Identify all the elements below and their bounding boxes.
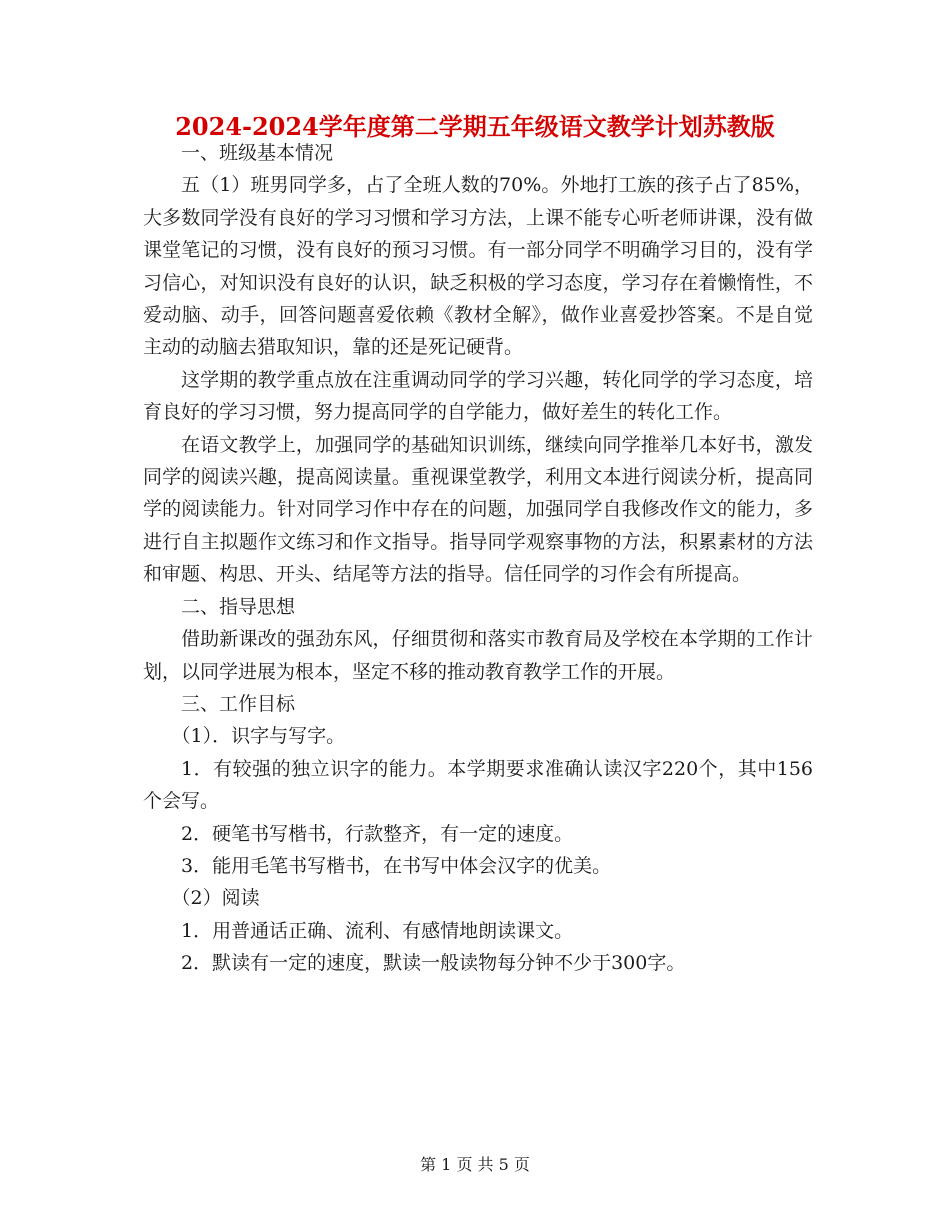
list-item-reading-1: 1．用普通话正确、流利、有感情地朗读课文。 [181,919,574,942]
section-heading-work-goals: 三、工作目标 [181,692,296,715]
document-body [143,137,813,980]
list-item-literacy-3: 3．能用毛笔书写楷书，在书写中体会汉字的优美。 [181,854,612,877]
subheading-reading: （2）阅读 [171,887,260,910]
list-item-literacy-2: 2．硬笔书写楷书，行款整齐，有一定的速度。 [181,822,574,845]
paragraph-teaching-focus: 这学期的教学重点放在注重调动同学的学习兴趣，转化同学的学习态度，培育良好的学习习惯，努力提高同学的自学能力，做好差生的转化工作。 [143,368,813,424]
paragraph-class-situation: 五（1）班男同学多，占了全班人数的70%。外地打工族的孩子占了85%，大多数同学没有良好的学习习惯和学习方法，上课不能专心听老师讲课，没有做课堂笔记的习惯，没有良好的预习习惯。有一部分同学不明确学习目的，没有学习信心，对知识没有良好的认识，缺乏积极的学习态度，学习存在着懒惰性，不爱动脑、动手，回答问题喜爱依赖《教材全解》，做作业喜爱抄答案。不是自觉主动的动脑去猎取知识，靠的还是死记硬背。 [143,174,813,359]
paragraph-guiding-thought: 借助新课改的强劲东风，仔细贯彻和落实市教育局及学校在本学期的工作计划，以同学进展为根本，坚定不移的推动教育教学工作的开展。 [143,628,813,683]
subheading-literacy-writing: （1）．识字与写字。 [171,725,346,748]
section-heading-guiding-thought: 二、指导思想 [181,595,296,618]
list-item-reading-2: 2．默读有一定的速度，默读一般读物每分钟不少于300字。 [181,952,686,975]
section-heading-class-situation: 一、班级基本情况 [181,142,334,164]
paragraph-chinese-teaching: 在语文教学上，加强同学的基础知识训练，继续向同学推举几本好书，激发同学的阅读兴趣，提高阅读量。重视课堂教学，利用文本进行阅读分析，提高同学的阅读能力。针对同学习作中存在的问题，加强同学自我修改作文的能力，多进行自主拟题作文练习和作文指导。指导同学观察事物的方法，积累素材的方法和审题、构思、开头、结尾等方法的指导。信任同学的习作会有所提高。 [143,433,813,586]
document-title: 2024-2024学年度第二学期五年级语文教学计划苏教版 [175,112,775,141]
list-item-literacy-1: 1．有较强的独立识字的能力。本学期要求准确认读汉字220个，其中156个会写。 [143,757,813,813]
page-footer: 第 1 页 共 5 页 [420,1155,530,1174]
